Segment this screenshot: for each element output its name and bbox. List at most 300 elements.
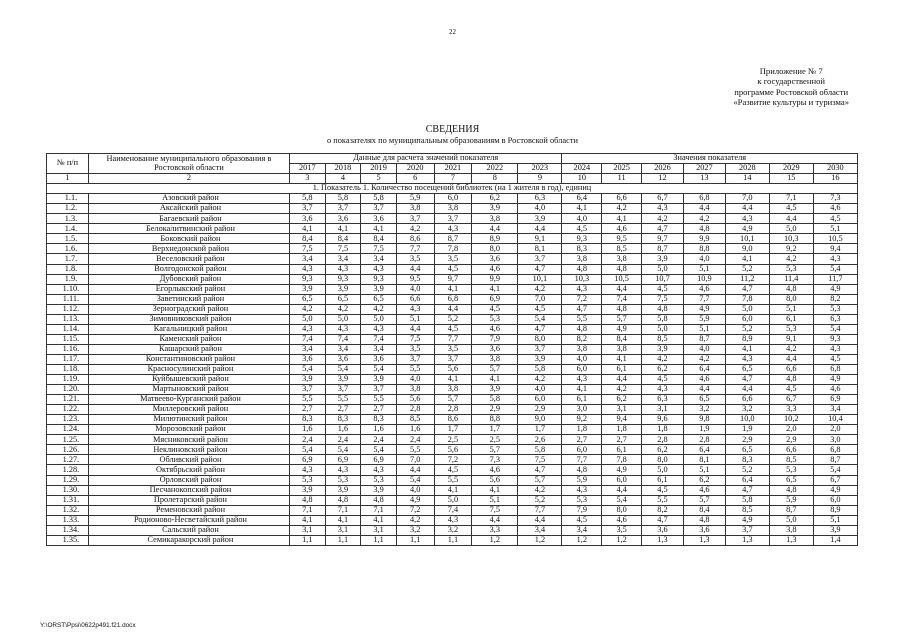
value-cell: 4,7 — [725, 375, 769, 385]
value-cell: 6,7 — [813, 475, 857, 485]
value-cell: 4,8 — [642, 304, 684, 314]
value-cell: 1,9 — [725, 425, 769, 435]
column-number: 14 — [725, 174, 769, 184]
value-cell: 1,7 — [434, 425, 472, 435]
table-row — [47, 194, 858, 204]
value-cell: 7,1 — [325, 505, 361, 515]
value-cell: 3,8 — [472, 354, 518, 364]
value-cell: 3,9 — [361, 485, 397, 495]
value-cell: 3,9 — [472, 385, 518, 395]
value-cell: 4,7 — [562, 304, 602, 314]
value-cell: 4,4 — [769, 354, 813, 364]
row-number: 1.16. — [47, 344, 89, 354]
value-cell: 4,3 — [562, 485, 602, 495]
value-cell: 5,7 — [602, 314, 642, 324]
value-cell: 8,2 — [642, 505, 684, 515]
value-cell: 4,0 — [396, 284, 434, 294]
value-cell: 2,8 — [683, 435, 725, 445]
value-cell: 5,8 — [518, 445, 562, 455]
value-cell: 3,9 — [518, 354, 562, 364]
value-cell: 6,0 — [725, 314, 769, 324]
value-cell: 4,4 — [434, 304, 472, 314]
value-cell: 5,0 — [725, 304, 769, 314]
value-cell: 5,3 — [290, 475, 326, 485]
value-cell: 4,7 — [642, 515, 684, 525]
value-cell: 4,3 — [725, 354, 769, 364]
value-cell: 10,9 — [683, 274, 725, 284]
value-cell: 3,9 — [325, 284, 361, 294]
value-cell: 3,6 — [683, 525, 725, 535]
value-cell: 5,4 — [361, 364, 397, 374]
district-name: Куйбышевский район — [88, 375, 289, 385]
value-cell: 6,1 — [562, 395, 602, 405]
column-number: 9 — [518, 174, 562, 184]
value-cell: 2,0 — [769, 425, 813, 435]
value-cell: 3,2 — [434, 525, 472, 535]
value-cell: 4,8 — [562, 465, 602, 475]
header-data-group: Данные для расчета значений показателя — [290, 154, 562, 164]
value-cell: 6,8 — [813, 364, 857, 374]
value-cell: 8,7 — [642, 244, 684, 254]
district-name: Мартыновский район — [88, 385, 289, 395]
value-cell: 5,1 — [472, 495, 518, 505]
table-row — [47, 515, 858, 525]
table-row — [47, 405, 858, 415]
value-cell: 4,9 — [683, 304, 725, 314]
row-number: 1.5. — [47, 234, 89, 244]
value-cell: 7,8 — [434, 244, 472, 254]
value-cell: 2,4 — [290, 435, 326, 445]
row-number: 1.19. — [47, 375, 89, 385]
value-cell: 5,2 — [725, 465, 769, 475]
value-cell: 5,4 — [813, 465, 857, 475]
value-cell: 6,2 — [642, 364, 684, 374]
row-number: 1.24. — [47, 425, 89, 435]
value-cell: 4,2 — [769, 344, 813, 354]
value-cell: 3,2 — [683, 405, 725, 415]
value-cell: 7,4 — [361, 334, 397, 344]
value-cell: 4,4 — [518, 224, 562, 234]
value-cell: 4,6 — [602, 224, 642, 234]
table-row — [47, 395, 858, 405]
value-cell: 7,0 — [518, 294, 562, 304]
district-name: Зимовниковский район — [88, 314, 289, 324]
value-cell: 9,7 — [642, 234, 684, 244]
value-cell: 4,4 — [769, 214, 813, 224]
value-cell: 4,2 — [518, 375, 562, 385]
value-cell: 1,6 — [361, 425, 397, 435]
district-name: Заветинский район — [88, 294, 289, 304]
value-cell: 7,7 — [562, 455, 602, 465]
value-cell: 4,0 — [683, 254, 725, 264]
value-cell: 8,5 — [396, 415, 434, 425]
value-cell: 5,3 — [769, 264, 813, 274]
value-cell: 5,1 — [769, 304, 813, 314]
value-cell: 4,5 — [562, 515, 602, 525]
value-cell: 4,3 — [642, 385, 684, 395]
value-cell: 3,6 — [472, 254, 518, 264]
value-cell: 5,2 — [725, 324, 769, 334]
district-name: Веселовский район — [88, 254, 289, 264]
value-cell: 4,9 — [813, 284, 857, 294]
value-cell: 5,0 — [642, 264, 684, 274]
district-name: Родионово-Несветайский район — [88, 515, 289, 525]
value-cell: 4,7 — [725, 485, 769, 495]
section-title: 1. Показатель 1. Количество посещений библиотек (на 1 жителя в год), единиц — [47, 184, 858, 194]
value-cell: 3,0 — [562, 405, 602, 415]
annex-line: программе Ростовской области — [734, 86, 849, 97]
value-cell: 5,1 — [683, 264, 725, 274]
value-cell: 4,0 — [562, 214, 602, 224]
value-cell: 5,9 — [683, 314, 725, 324]
table-row — [47, 525, 858, 535]
value-cell: 6,5 — [290, 294, 326, 304]
value-cell: 5,1 — [683, 324, 725, 334]
value-cell: 8,4 — [602, 334, 642, 344]
district-name: Азовский район — [88, 194, 289, 204]
value-cell: 4,5 — [642, 485, 684, 495]
value-cell: 8,9 — [813, 505, 857, 515]
column-number: 11 — [602, 174, 642, 184]
value-cell: 4,6 — [683, 485, 725, 495]
value-cell: 4,8 — [769, 284, 813, 294]
value-cell: 1,2 — [518, 535, 562, 545]
value-cell: 3,7 — [434, 354, 472, 364]
document-title: СВЕДЕНИЯ — [425, 124, 480, 135]
value-cell: 4,1 — [361, 515, 397, 525]
value-cell: 6,3 — [642, 395, 684, 405]
value-cell: 4,5 — [434, 465, 472, 475]
value-cell: 5,0 — [325, 314, 361, 324]
value-cell: 7,0 — [396, 455, 434, 465]
value-cell: 4,3 — [725, 214, 769, 224]
row-number: 1.9. — [47, 274, 89, 284]
value-cell: 4,6 — [683, 375, 725, 385]
district-name: Дубовский район — [88, 274, 289, 284]
value-cell: 3,7 — [290, 204, 326, 214]
value-cell: 4,6 — [813, 385, 857, 395]
column-number: 15 — [769, 174, 813, 184]
value-cell: 7,7 — [518, 505, 562, 515]
value-cell: 2,5 — [472, 435, 518, 445]
value-cell: 7,9 — [472, 334, 518, 344]
value-cell: 4,1 — [325, 515, 361, 525]
value-cell: 9,5 — [602, 234, 642, 244]
value-cell: 10,1 — [518, 274, 562, 284]
header-year: 2019 — [361, 164, 397, 174]
value-cell: 4,2 — [602, 204, 642, 214]
value-cell: 6,2 — [472, 194, 518, 204]
value-cell: 3,9 — [290, 485, 326, 495]
row-number: 1.22. — [47, 405, 89, 415]
value-cell: 8,2 — [562, 334, 602, 344]
value-cell: 7,8 — [725, 294, 769, 304]
value-cell: 4,5 — [769, 204, 813, 214]
header-values-group: Значения показателя — [562, 154, 858, 164]
district-name: Ременовский район — [88, 505, 289, 515]
value-cell: 11,4 — [769, 274, 813, 284]
value-cell: 4,5 — [813, 354, 857, 364]
value-cell: 1,1 — [290, 535, 326, 545]
value-cell: 4,1 — [361, 224, 397, 234]
value-cell: 5,1 — [396, 314, 434, 324]
value-cell: 7,0 — [725, 194, 769, 204]
value-cell: 5,2 — [434, 314, 472, 324]
value-cell: 3,8 — [396, 385, 434, 395]
value-cell: 5,9 — [769, 495, 813, 505]
value-cell: 3,5 — [396, 254, 434, 264]
value-cell: 3,7 — [361, 385, 397, 395]
value-cell: 4,8 — [683, 224, 725, 234]
value-cell: 4,5 — [434, 324, 472, 334]
value-cell: 6,9 — [325, 455, 361, 465]
row-number: 1.3. — [47, 214, 89, 224]
value-cell: 5,6 — [396, 395, 434, 405]
header-year: 2020 — [396, 164, 434, 174]
value-cell: 3,4 — [813, 405, 857, 415]
value-cell: 2,8 — [434, 405, 472, 415]
value-cell: 4,1 — [434, 284, 472, 294]
district-name: Константиновский район — [88, 354, 289, 364]
header-year: 2023 — [518, 164, 562, 174]
value-cell: 1,8 — [602, 425, 642, 435]
value-cell: 5,8 — [642, 314, 684, 324]
value-cell: 4,2 — [325, 304, 361, 314]
value-cell: 9,0 — [725, 244, 769, 254]
value-cell: 3,9 — [472, 204, 518, 214]
row-number: 1.35. — [47, 535, 89, 545]
value-cell: 5,8 — [472, 395, 518, 405]
value-cell: 5,7 — [472, 364, 518, 374]
table-row — [47, 505, 858, 515]
value-cell: 4,6 — [602, 515, 642, 525]
value-cell: 6,1 — [602, 364, 642, 374]
value-cell: 3,9 — [361, 375, 397, 385]
value-cell: 4,9 — [396, 495, 434, 505]
value-cell: 9,3 — [813, 334, 857, 344]
value-cell: 3,1 — [361, 525, 397, 535]
value-cell: 8,5 — [602, 244, 642, 254]
row-number: 1.10. — [47, 284, 89, 294]
value-cell: 3,2 — [725, 405, 769, 415]
value-cell: 11,7 — [813, 274, 857, 284]
value-cell: 5,0 — [434, 495, 472, 505]
value-cell: 3,7 — [434, 214, 472, 224]
value-cell: 5,3 — [562, 495, 602, 505]
value-cell: 6,6 — [769, 364, 813, 374]
value-cell: 2,8 — [396, 405, 434, 415]
value-cell: 4,9 — [602, 465, 642, 475]
header-num: № п/п — [47, 154, 89, 174]
district-name: Обливский район — [88, 455, 289, 465]
value-cell: 5,0 — [642, 465, 684, 475]
value-cell: 2,9 — [725, 435, 769, 445]
district-name: Матвеево-Курганский район — [88, 395, 289, 405]
district-name: Сальский район — [88, 525, 289, 535]
district-name: Зерноградский район — [88, 304, 289, 314]
value-cell: 3,9 — [642, 254, 684, 264]
value-cell: 6,9 — [290, 455, 326, 465]
value-cell: 4,7 — [725, 284, 769, 294]
value-cell: 4,4 — [683, 385, 725, 395]
value-cell: 1,6 — [290, 425, 326, 435]
value-cell: 4,8 — [290, 495, 326, 505]
column-number: 12 — [642, 174, 684, 184]
value-cell: 7,3 — [813, 194, 857, 204]
value-cell: 4,4 — [396, 465, 434, 475]
value-cell: 9,0 — [518, 415, 562, 425]
value-cell: 6,6 — [396, 294, 434, 304]
value-cell: 8,7 — [813, 455, 857, 465]
value-cell: 3,8 — [434, 385, 472, 395]
value-cell: 4,1 — [434, 375, 472, 385]
value-cell: 5,3 — [769, 324, 813, 334]
value-cell: 11,2 — [725, 274, 769, 284]
value-cell: 4,8 — [602, 264, 642, 274]
value-cell: 5,0 — [642, 324, 684, 334]
district-name: Кашарский район — [88, 344, 289, 354]
value-cell: 9,6 — [642, 415, 684, 425]
district-name: Семикаракорский район — [88, 535, 289, 545]
header-year: 2029 — [769, 164, 813, 174]
value-cell: 5,5 — [562, 314, 602, 324]
header-year: 2026 — [642, 164, 684, 174]
value-cell: 5,8 — [518, 364, 562, 374]
district-name: Верхнедонской район — [88, 244, 289, 254]
value-cell: 3,9 — [813, 525, 857, 535]
value-cell: 8,0 — [642, 455, 684, 465]
row-number: 1.12. — [47, 304, 89, 314]
value-cell: 4,3 — [325, 324, 361, 334]
value-cell: 9,9 — [472, 274, 518, 284]
value-cell: 3,7 — [396, 214, 434, 224]
row-number: 1.17. — [47, 354, 89, 364]
value-cell: 10,3 — [769, 234, 813, 244]
row-number: 1.28. — [47, 465, 89, 475]
value-cell: 1,7 — [472, 425, 518, 435]
value-cell: 8,9 — [725, 334, 769, 344]
district-name: Кагальницкий район — [88, 324, 289, 334]
value-cell: 8,4 — [683, 505, 725, 515]
value-cell: 1,2 — [472, 535, 518, 545]
value-cell: 7,2 — [562, 294, 602, 304]
table-row — [47, 425, 858, 435]
value-cell: 6,8 — [813, 445, 857, 455]
value-cell: 3,5 — [396, 344, 434, 354]
value-cell: 4,5 — [434, 264, 472, 274]
value-cell: 1,9 — [683, 425, 725, 435]
value-cell: 3,6 — [472, 344, 518, 354]
value-cell: 4,4 — [683, 204, 725, 214]
row-number: 1.25. — [47, 435, 89, 445]
table-row — [47, 364, 858, 374]
column-number: 10 — [562, 174, 602, 184]
value-cell: 4,4 — [602, 375, 642, 385]
value-cell: 10,4 — [813, 415, 857, 425]
value-cell: 3,9 — [290, 284, 326, 294]
value-cell: 4,3 — [361, 465, 397, 475]
value-cell: 5,3 — [769, 465, 813, 475]
value-cell: 1,8 — [562, 425, 602, 435]
district-name: Октябрьский район — [88, 465, 289, 475]
value-cell: 4,2 — [683, 214, 725, 224]
value-cell: 7,2 — [434, 455, 472, 465]
value-cell: 9,1 — [518, 234, 562, 244]
value-cell: 10,2 — [769, 415, 813, 425]
value-cell: 4,1 — [472, 284, 518, 294]
value-cell: 9,4 — [602, 415, 642, 425]
column-number: 4 — [325, 174, 361, 184]
value-cell: 5,7 — [472, 445, 518, 455]
district-name: Каменский район — [88, 334, 289, 344]
value-cell: 4,3 — [813, 254, 857, 264]
value-cell: 5,4 — [518, 314, 562, 324]
row-number: 1.4. — [47, 224, 89, 234]
value-cell: 5,4 — [325, 445, 361, 455]
table-row — [47, 314, 858, 324]
district-name: Милютинский район — [88, 415, 289, 425]
value-cell: 3,9 — [325, 375, 361, 385]
value-cell: 2,5 — [434, 435, 472, 445]
value-cell: 4,2 — [642, 354, 684, 364]
header-year: 2027 — [683, 164, 725, 174]
value-cell: 3,6 — [642, 525, 684, 535]
table-row — [47, 324, 858, 334]
row-number: 1.20. — [47, 385, 89, 395]
district-name: Аксайский район — [88, 204, 289, 214]
value-cell: 6,5 — [325, 294, 361, 304]
value-cell: 5,0 — [361, 314, 397, 324]
value-cell: 3,4 — [361, 254, 397, 264]
value-cell: 7,5 — [396, 334, 434, 344]
value-cell: 4,5 — [642, 284, 684, 294]
value-cell: 7,5 — [325, 244, 361, 254]
value-cell: 3,1 — [642, 405, 684, 415]
value-cell: 4,4 — [518, 515, 562, 525]
column-number: 13 — [683, 174, 725, 184]
value-cell: 3,4 — [325, 344, 361, 354]
value-cell: 4,9 — [602, 324, 642, 334]
value-cell: 4,3 — [562, 375, 602, 385]
value-cell: 6,7 — [769, 395, 813, 405]
value-cell: 4,1 — [725, 344, 769, 354]
value-cell: 5,9 — [562, 475, 602, 485]
value-cell: 5,6 — [434, 364, 472, 374]
value-cell: 5,4 — [361, 445, 397, 455]
value-cell: 3,7 — [325, 204, 361, 214]
document-subtitle: о показателях по муниципальным образованиям в Ростовской области — [326, 136, 578, 145]
annex-caption — [733, 66, 849, 108]
value-cell: 4,0 — [396, 485, 434, 495]
value-cell: 1,2 — [602, 535, 642, 545]
value-cell: 5,7 — [518, 475, 562, 485]
value-cell: 5,3 — [472, 314, 518, 324]
value-cell: 7,8 — [602, 455, 642, 465]
value-cell: 8,0 — [602, 505, 642, 515]
row-number: 1.8. — [47, 264, 89, 274]
district-name: Миллеровский район — [88, 405, 289, 415]
value-cell: 8,9 — [472, 234, 518, 244]
table-body — [47, 184, 858, 546]
value-cell: 7,4 — [325, 334, 361, 344]
table-row — [47, 214, 858, 224]
value-cell: 4,9 — [813, 375, 857, 385]
header-name: Наименование муниципального образования в Ростовской области — [88, 154, 289, 174]
value-cell: 4,4 — [725, 385, 769, 395]
value-cell: 4,3 — [290, 465, 326, 475]
file-path-footer: Y:\ORST\Ppsi\0622p491.f21.docx — [40, 622, 136, 629]
value-cell: 6,4 — [725, 475, 769, 485]
